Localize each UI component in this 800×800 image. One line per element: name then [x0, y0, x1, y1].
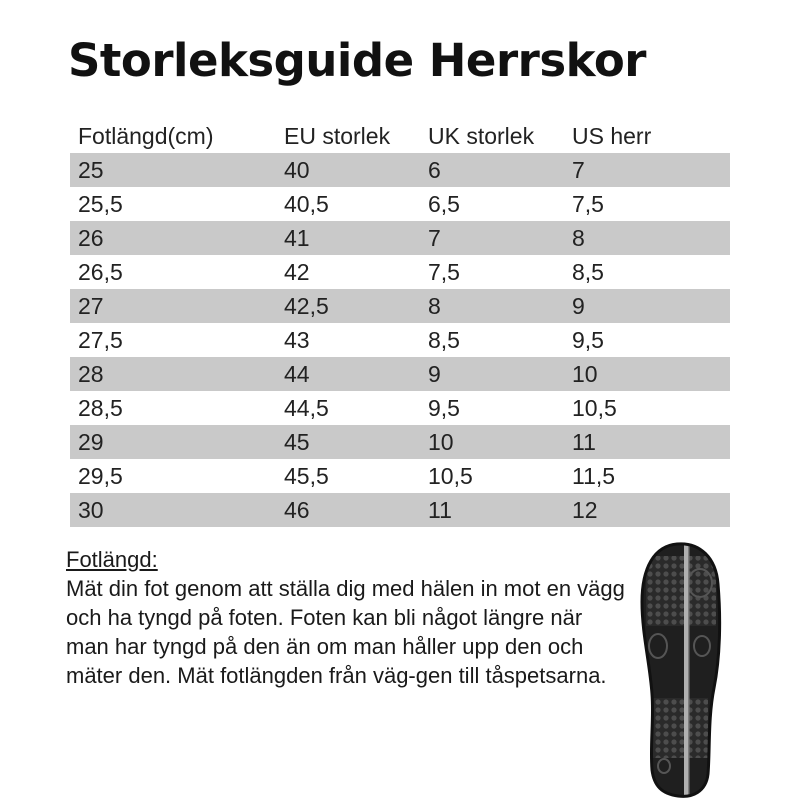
table-row	[70, 255, 730, 289]
us-size-cell: 9,5	[572, 326, 604, 353]
eu-size-cell: 40,5	[284, 190, 329, 217]
table-row	[70, 425, 730, 459]
table-row	[70, 221, 730, 255]
foot-length-cell: 29,5	[78, 462, 123, 489]
uk-size-cell: 10,5	[428, 462, 473, 489]
note-heading: Fotlängd:	[66, 547, 158, 572]
table-row	[70, 187, 730, 221]
us-size-cell: 7,5	[572, 190, 604, 217]
uk-size-cell: 9,5	[428, 394, 460, 421]
foot-length-cell: 28,5	[78, 394, 123, 421]
table-row	[70, 459, 730, 493]
us-size-cell: 11	[564, 425, 730, 459]
foot-length-cell: 26,5	[78, 258, 123, 285]
table-row	[70, 153, 730, 187]
header-foot-length: Fotlängd(cm)	[78, 123, 214, 149]
eu-size-cell: 46	[276, 493, 420, 527]
us-size-cell: 7	[564, 153, 730, 187]
eu-size-cell: 42,5	[276, 289, 420, 323]
foot-length-cell: 27,5	[78, 326, 123, 353]
note-body: Mät din fot genom att ställa dig med hälen in mot en vägg och ha tyngd på foten. Foten kan bli något längre när man har tyngd på den än om man håller upp den och mäter den. Mät fotlängden från väg-gen till tåspetsarna.	[66, 576, 625, 688]
header-uk-size: UK storlek	[428, 123, 535, 149]
uk-size-cell: 8	[420, 289, 564, 323]
uk-size-cell: 9	[420, 357, 564, 391]
table-row	[70, 289, 730, 323]
us-size-cell: 12	[564, 493, 730, 527]
eu-size-cell: 45,5	[284, 462, 329, 489]
table-row	[70, 357, 730, 391]
table-row	[70, 323, 730, 357]
uk-size-cell: 10	[420, 425, 564, 459]
us-size-cell: 10	[564, 357, 730, 391]
us-size-cell: 9	[564, 289, 730, 323]
uk-size-cell: 6	[420, 153, 564, 187]
uk-size-cell: 8,5	[428, 326, 460, 353]
us-size-cell: 8,5	[572, 258, 604, 285]
eu-size-cell: 41	[276, 221, 420, 255]
foot-length-cell: 27	[70, 289, 276, 323]
shoe-sole-icon	[630, 538, 740, 800]
table-row	[70, 391, 730, 425]
foot-length-note	[66, 545, 626, 690]
eu-size-cell: 42	[284, 258, 310, 285]
foot-length-cell: 25,5	[78, 190, 123, 217]
eu-size-cell: 43	[284, 326, 310, 353]
eu-size-cell: 44	[276, 357, 420, 391]
us-size-cell: 11,5	[572, 462, 616, 489]
foot-length-cell: 26	[70, 221, 276, 255]
foot-length-cell: 29	[70, 425, 276, 459]
us-size-cell: 8	[564, 221, 730, 255]
header-us-size: US herr	[572, 123, 652, 149]
page-title: Storleksguide Herrskor	[68, 34, 646, 87]
uk-size-cell: 11	[420, 493, 564, 527]
size-table	[70, 120, 730, 527]
table-row	[70, 493, 730, 527]
uk-size-cell: 7	[420, 221, 564, 255]
eu-size-cell: 45	[276, 425, 420, 459]
foot-length-cell: 25	[70, 153, 276, 187]
eu-size-cell: 40	[276, 153, 420, 187]
us-size-cell: 10,5	[572, 394, 617, 421]
uk-size-cell: 7,5	[428, 258, 460, 285]
eu-size-cell: 44,5	[284, 394, 329, 421]
foot-length-cell: 28	[70, 357, 276, 391]
header-eu-size: EU storlek	[284, 123, 391, 149]
foot-length-cell: 30	[70, 493, 276, 527]
table-header-row	[70, 120, 730, 153]
table-body	[70, 153, 730, 527]
uk-size-cell: 6,5	[428, 190, 460, 217]
